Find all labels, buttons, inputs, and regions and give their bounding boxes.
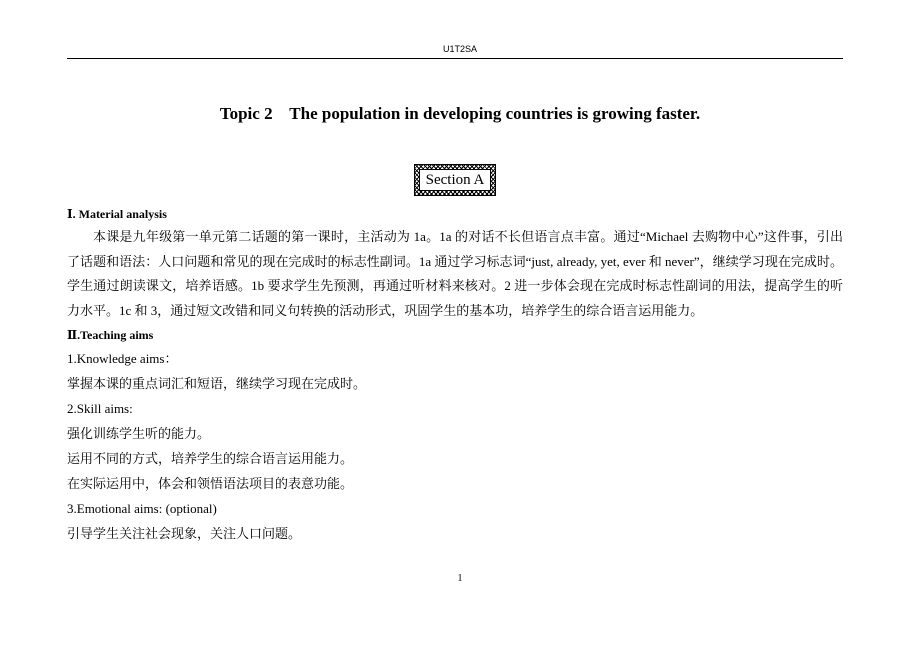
page-number: 1 <box>457 573 463 584</box>
skill-aim-item: 强化训练学生听的能力。 <box>67 426 211 441</box>
topic-title <box>0 104 920 124</box>
running-header: U1T2SA <box>442 44 477 54</box>
section-badge <box>414 164 496 196</box>
knowledge-aims-label: 1.Knowledge aims： <box>67 351 178 366</box>
knowledge-aims-text: 掌握本课的重点词汇和短语，继续学习现在完成时。 <box>67 376 367 391</box>
section-label: Section A <box>419 169 491 191</box>
skill-aim-item: 在实际运用中，体会和领悟语法项目的表意功能。 <box>67 476 354 491</box>
header-divider <box>67 58 843 59</box>
document-body <box>67 203 843 546</box>
material-analysis-paragraph: 本课是九年级第一单元第二话题的第一课时，主活动为 1a。1a 的对话不长但语言点丰富。通过“Michael 去购物中心”这件事，引出了话题和语法：人口问题和常见的现在完成时的标志性副词。1a 通过学习标志词“just, already, yet, ever 和 never”，继续学习现在完成时。学生通过朗读课文，培养语感。1b 要求学生先预测，再通过听材料来核对。2 进一步体会现在完成时标志性副词的用法，提高学生的听力水平。1c 和 3，通过短文改错和同义句转换的活动形式，巩固学生的基本功，培养学生的综合语言运用能力。 <box>67 229 843 318</box>
emotional-aims-text: 引导学生关注社会现象，关注人口问题。 <box>67 526 302 541</box>
skill-aims-label: 2.Skill aims: <box>67 401 133 416</box>
topic-text: The population in developing countries is growing faster. <box>289 104 701 123</box>
material-analysis-heading: Ⅰ. Material analysis <box>67 207 167 221</box>
teaching-aims-heading: Ⅱ.Teaching aims <box>67 328 154 342</box>
topic-label: Topic 2 <box>219 104 273 123</box>
skill-aim-item: 运用不同的方式，培养学生的综合语言运用能力。 <box>67 451 354 466</box>
emotional-aims-label: 3.Emotional aims: (optional) <box>67 501 217 516</box>
